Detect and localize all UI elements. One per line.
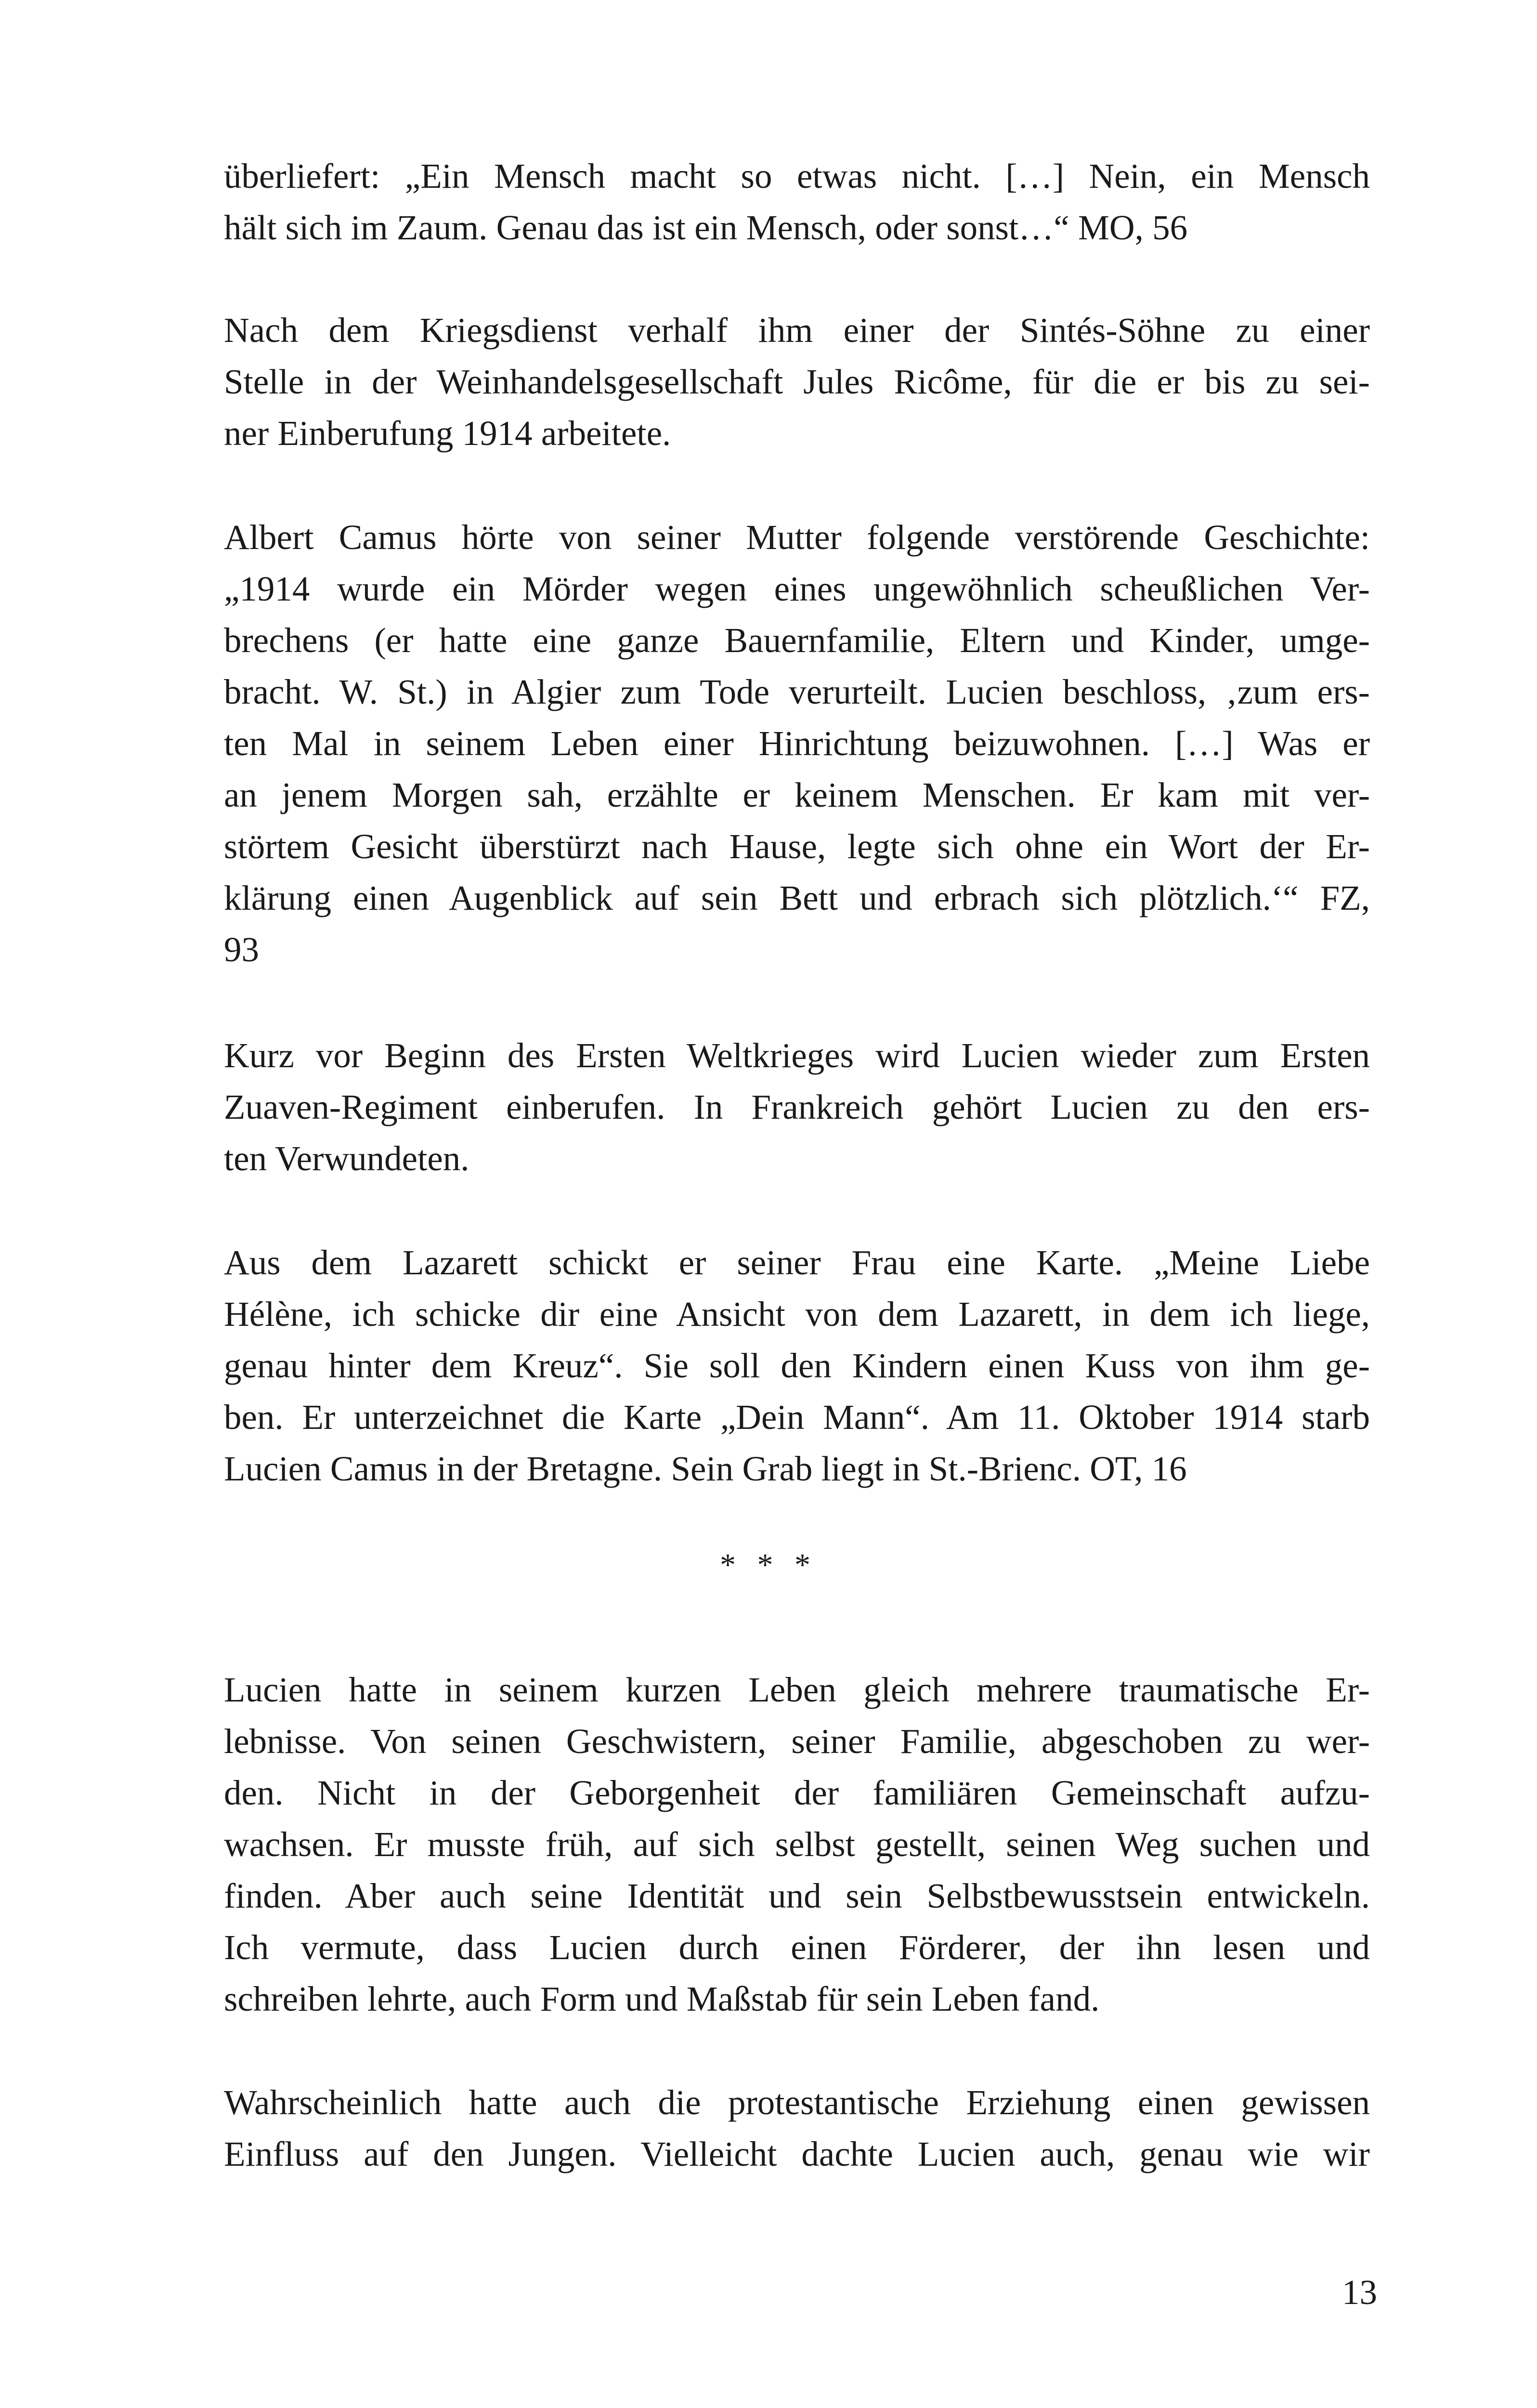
text-line: Lucien hatte in seinem kurzen Leben gleich mehrere traumatische Er-: [224, 1670, 1370, 1709]
text-line: bracht. W. St.) in Algier zum Tode verurteilt. Lucien beschloss, ‚zum ers-: [224, 672, 1370, 711]
page-number: 13: [1342, 2273, 1377, 2312]
text-line: wachsen. Er musste früh, auf sich selbst gestellt, seinen Weg suchen und: [224, 1825, 1370, 1864]
text-line: 93: [224, 930, 259, 969]
text-line: Aus dem Lazarett schickt er seiner Frau eine Karte. „Meine Liebe: [224, 1243, 1370, 1282]
text-line: schreiben lehrte, auch Form und Maßstab für sein Leben fand.: [224, 1979, 1100, 2018]
text-line: Einfluss auf den Jungen. Vielleicht dachte Lucien auch, genau wie wir: [224, 2134, 1370, 2173]
text-line: Stelle in der Weinhandelsgesellschaft Jules Ricôme, für die er bis zu sei-: [224, 362, 1370, 401]
paragraph: [224, 1030, 1370, 1184]
paragraph: [224, 150, 1370, 253]
paragraph: [224, 1237, 1370, 1494]
text-line: ner Einberufung 1914 arbeitete.: [224, 414, 671, 453]
text-line: lebnisse. Von seinen Geschwistern, seiner Familie, abgeschoben zu wer-: [224, 1722, 1370, 1761]
text-line: Wahrscheinlich hatte auch die protestantische Erziehung einen gewissen: [224, 2083, 1370, 2122]
text-line: genau hinter dem Kreuz“. Sie soll den Kindern einen Kuss von ihm ge-: [224, 1346, 1370, 1385]
text-line: Ich vermute, dass Lucien durch einen Förderer, der ihn lesen und: [224, 1928, 1370, 1967]
text-line: Albert Camus hörte von seiner Mutter folgende verstörende Geschichte:: [224, 518, 1370, 557]
paragraph: [224, 2077, 1370, 2180]
text-line: finden. Aber auch seine Identität und sein Selbstbewusstsein entwickeln.: [224, 1876, 1370, 1915]
text-line: überliefert: „Ein Mensch macht so etwas nicht. […] Nein, ein Mensch: [224, 157, 1370, 196]
paragraph: [224, 1664, 1370, 2025]
section-separator: * * *: [720, 1547, 817, 1583]
text-line: hält sich im Zaum. Genau das ist ein Mensch, oder sonst…“ MO, 56: [224, 208, 1188, 247]
paragraph: [224, 511, 1370, 975]
text-line: „1914 wurde ein Mörder wegen eines ungewöhnlich scheußlichen Ver-: [224, 569, 1370, 608]
text-line: an jenem Morgen sah, erzählte er keinem Menschen. Er kam mit ver-: [224, 775, 1370, 814]
text-line: Hélène, ich schicke dir eine Ansicht von dem Lazarett, in dem ich liege,: [224, 1295, 1370, 1334]
text-line: den. Nicht in der Geborgenheit der familiären Gemeinschaft aufzu-: [224, 1773, 1370, 1812]
text-line: Kurz vor Beginn des Ersten Weltkrieges wird Lucien wieder zum Ersten: [224, 1036, 1370, 1075]
text-line: Lucien Camus in der Bretagne. Sein Grab liegt in St.-Brienc. OT, 16: [224, 1449, 1187, 1488]
text-line: Zuaven-Regiment einberufen. In Frankreich gehört Lucien zu den ers-: [224, 1087, 1370, 1126]
text-line: störtem Gesicht überstürzt nach Hause, legte sich ohne ein Wort der Er-: [224, 827, 1370, 866]
text-line: klärung einen Augenblick auf sein Bett und erbrach sich plötzlich.‘“ FZ,: [224, 878, 1370, 917]
text-line: ben. Er unterzeichnet die Karte „Dein Mann“. Am 11. Oktober 1914 starb: [224, 1398, 1370, 1437]
text-line: Nach dem Kriegsdienst verhalf ihm einer der Sintés-Söhne zu einer: [224, 311, 1370, 350]
text-line: brechens (er hatte eine ganze Bauernfamilie, Eltern und Kinder, umge-: [224, 621, 1370, 660]
paragraph: [224, 304, 1370, 459]
text-line: ten Verwundeten.: [224, 1139, 469, 1178]
text-line: ten Mal in seinem Leben einer Hinrichtung beizuwohnen. […] Was er: [224, 724, 1370, 763]
